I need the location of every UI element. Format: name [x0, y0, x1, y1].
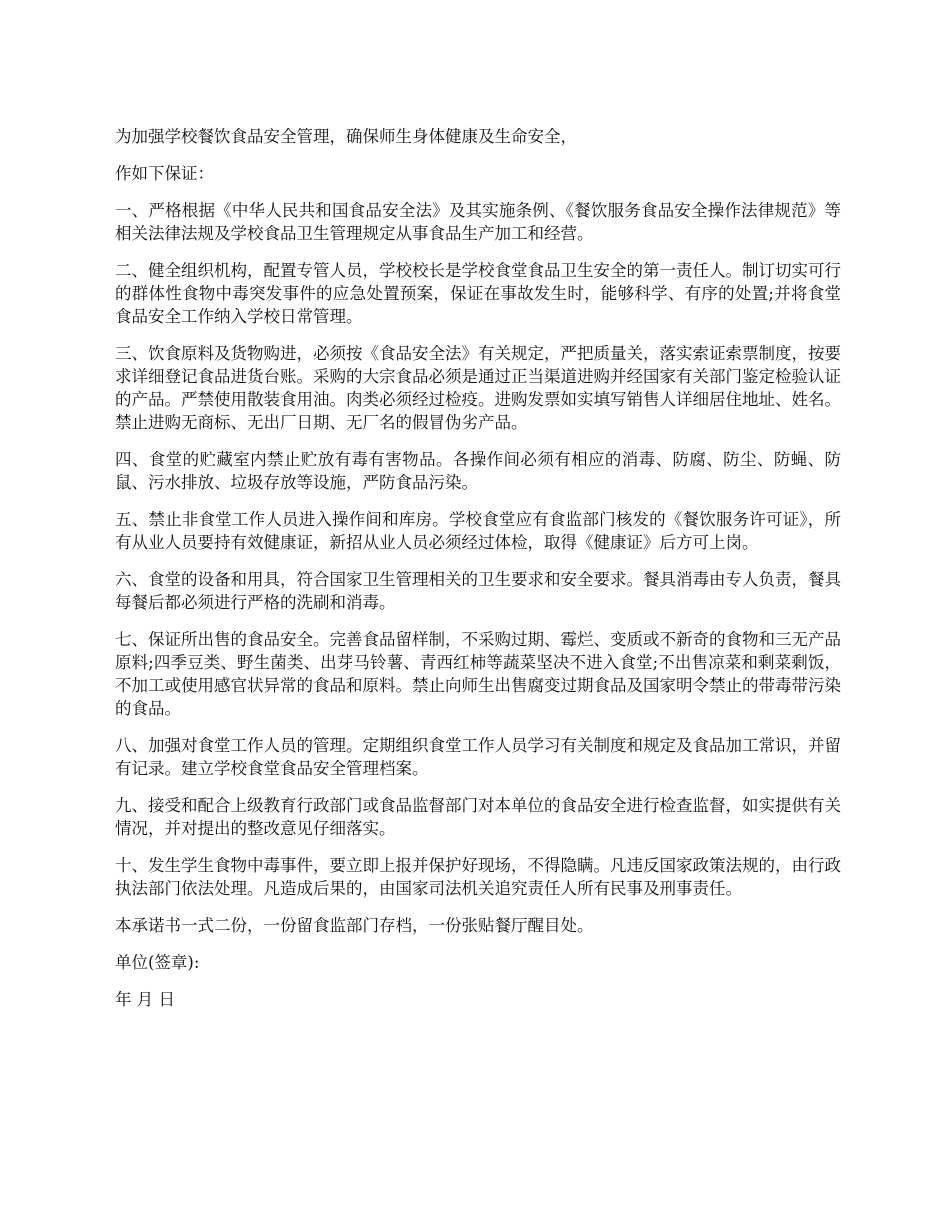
clause-9: 九、接受和配合上级教育行政部门或食品监督部门对本单位的食品安全进行检查监督，如实提供有关情况，并对提出的整改意见仔细落实。	[115, 796, 841, 838]
document-body	[115, 125, 841, 1025]
clause-6: 六、食堂的设备和用具，符合国家卫生管理相关的卫生要求和安全要求。餐具消毒由专人负责，餐具每餐后都必须进行严格的洗刷和消毒。	[115, 570, 841, 612]
clause-5: 五、禁止非食堂工作人员进入操作间和库房。学校食堂应有食监部门核发的《餐饮服务许可证》，所有从业人员要持有效健康证，新招从业人员必须经过体检，取得《健康证》后方可上岗。	[115, 510, 841, 552]
clause-3: 三、饮食原料及货物购进，必须按《食品安全法》有关规定，严把质量关，落实索证索票制度，按要求详细登记食品进货台账。采购的大宗食品必须是通过正当渠道进购并经国家有关部门鉴定检验认证的产品。严禁使用散装食用油。肉类必须经过检疫。进购发票如实填写销售人详细居住地址、姓名。禁止进购无商标、无出厂日期、无厂名的假冒伪劣产品。	[115, 344, 841, 432]
clause-1: 一、严格根据《中华人民共和国食品安全法》及其实施条例、《餐饮服务食品安全操作法律规范》等相关法律法规及学校食品卫生管理规定从事食品生产加工和经营。	[115, 201, 841, 243]
clause-4: 四、食堂的贮藏室内禁止贮放有毒有害物品。各操作间必须有相应的消毒、防腐、防尘、防蝇、防鼠、污水排放、垃圾存放等设施，严防食品污染。	[115, 450, 841, 492]
clause-8: 八、加强对食堂工作人员的管理。定期组织食堂工作人员学习有关制度和规定及食品加工常识，并留有记录。建立学校食堂食品安全管理档案。	[115, 736, 841, 778]
lead-paragraph: 作如下保证：	[115, 164, 214, 183]
clause-2: 二、健全组织机构，配置专管人员，学校校长是学校食堂食品卫生安全的第一责任人。制订切实可行的群体性食物中毒突发事件的应急处置预案，保证在事故发生时，能够科学、有序的处置;并将食堂食品安全工作纳入学校日常管理。	[115, 261, 841, 326]
intro-paragraph: 为加强学校餐饮食品安全管理，确保师生身体健康及生命安全，	[115, 127, 577, 146]
clause-7: 七、保证所出售的食品安全。完善食品留样制，不采购过期、霉烂、变质或不新奇的食物和三无产品原料;四季豆类、野生菌类、出芽马铃薯、青西红柿等蔬菜坚决不进入食堂;不出售凉菜和剩菜剩饭，不加工或使用感官状异常的食品和原料。禁止向师生出售腐变过期食品及国家明令禁止的带毒带污染的食品。	[115, 630, 841, 718]
date-line: 年 月 日	[115, 990, 175, 1009]
closing-paragraph: 本承诺书一式二份，一份留食监部门存档，一份张贴餐厅醒目处。	[115, 916, 594, 935]
clause-10: 十、发生学生食物中毒事件，要立即上报并保护好现场，不得隐瞒。凡违反国家政策法规的，由行政执法部门依法处理。凡造成后果的，由国家司法机关追究责任人所有民事及刑事责任。	[115, 856, 841, 898]
signature-line: 单位(签章):	[115, 953, 200, 972]
